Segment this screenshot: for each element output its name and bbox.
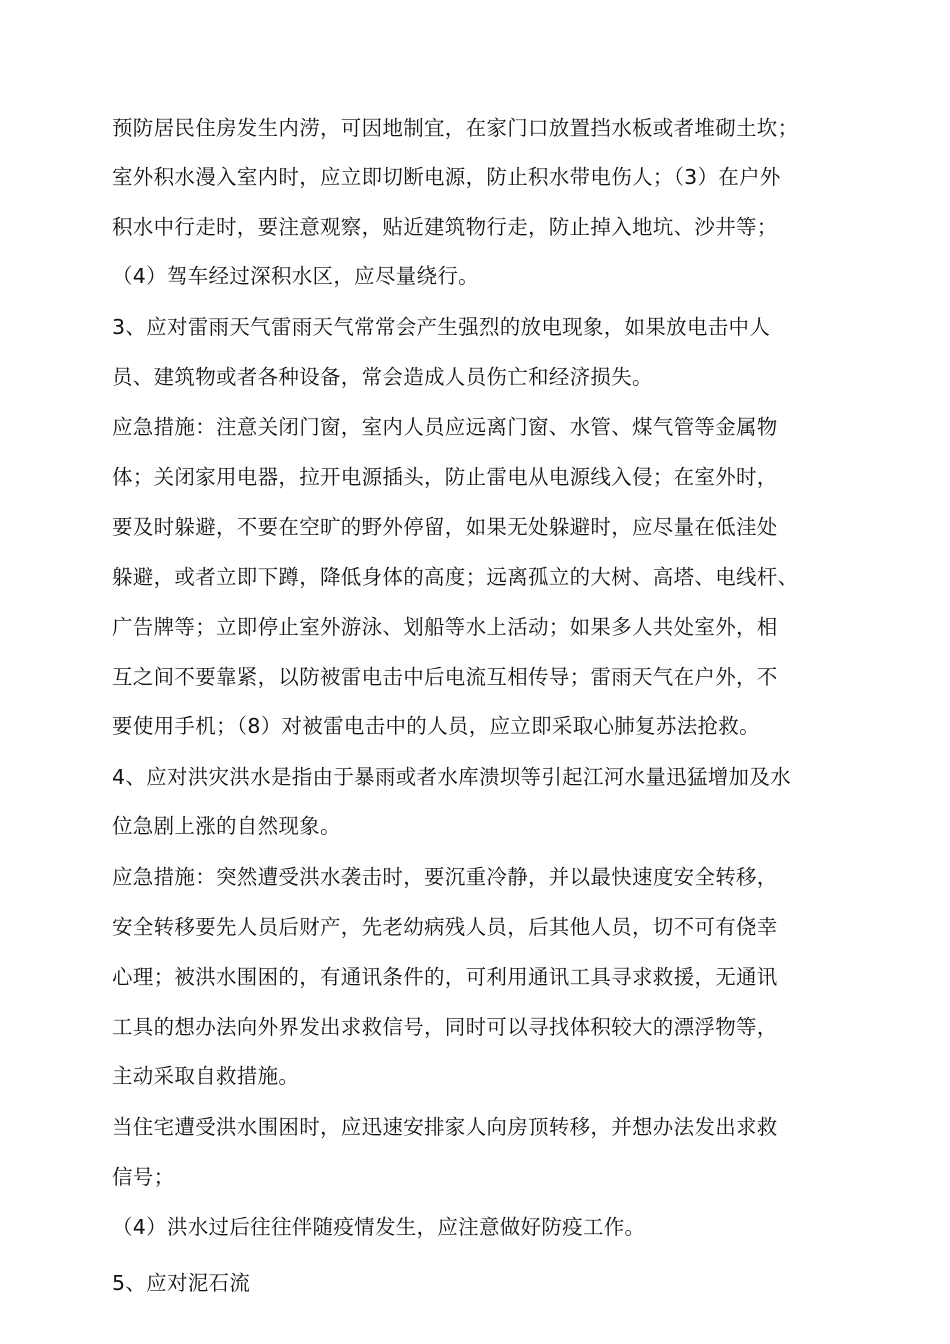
- text-line: 信号；: [112, 1165, 175, 1189]
- text-line: 位急剧上涨的自然现象。: [112, 814, 341, 838]
- section-heading-5: 5、应对泥石流: [112, 1271, 251, 1295]
- text-line: 预防居民住房发生内涝，可因地制宜，在家门口放置挡水板或者堆砌土坎；: [112, 116, 799, 140]
- text-line: 室外积水漫入室内时，应立即切断电源，防止积水带电伤人；（3）在户外: [112, 165, 781, 189]
- text-line: 互之间不要靠紧，以防被雷电击中后电流互相传导；雷雨天气在户外，不: [112, 665, 778, 689]
- text-line: （4）洪水过后往往伴随疫情发生，应注意做好防疫工作。: [112, 1215, 646, 1239]
- text-line: 要及时躲避，不要在空旷的野外停留，如果无处躲避时，应尽量在低洼处: [112, 515, 778, 539]
- text-line: 安全转移要先人员后财产，先老幼病残人员，后其他人员，切不可有侥幸: [112, 915, 778, 939]
- text-line: 当住宅遭受洪水围困时，应迅速安排家人向房顶转移，并想办法发出求救: [112, 1115, 778, 1139]
- text-line: 要使用手机；（8）对被雷电击中的人员，应立即采取心肺复苏法抢救。: [112, 714, 760, 738]
- text-line: 体；关闭家用电器，拉开电源插头，防止雷电从电源线入侵；在室外时，: [112, 465, 778, 489]
- text-line: 员、建筑物或者各种设备，常会造成人员伤亡和经济损失。: [112, 365, 653, 389]
- text-line: 心理；被洪水围困的，有通讯条件的，可利用通讯工具寻求救援，无通讯: [112, 965, 778, 989]
- text-line: 广告牌等；立即停止室外游泳、划船等水上活动；如果多人共处室外，相: [112, 615, 778, 639]
- text-line: 积水中行走时，要注意观察，贴近建筑物行走，防止掉入地坑、沙井等；: [112, 215, 778, 239]
- text-line: 主动采取自救措施。: [112, 1064, 300, 1088]
- section-heading-4: 4、应对洪灾洪水是指由于暴雨或者水库溃坝等引起江河水量迅猛增加及水: [112, 765, 791, 789]
- text-line: 躲避，或者立即下蹲，降低身体的高度；远离孤立的大树、高塔、电线杆、: [112, 565, 799, 589]
- text-line: 应急措施：突然遭受洪水袭击时，要沉重冷静，并以最快速度安全转移，: [112, 865, 778, 889]
- section-heading-3: 3、应对雷雨天气雷雨天气常常会产生强烈的放电现象，如果放电击中人: [112, 315, 771, 339]
- text-line: 工具的想办法向外界发出求救信号，同时可以寻找体积较大的漂浮物等，: [112, 1015, 778, 1039]
- text-line: 应急措施：注意关闭门窗，室内人员应远离门窗、水管、煤气管等金属物: [112, 415, 778, 439]
- text-line: （4）驾车经过深积水区，应尽量绕行。: [112, 264, 479, 288]
